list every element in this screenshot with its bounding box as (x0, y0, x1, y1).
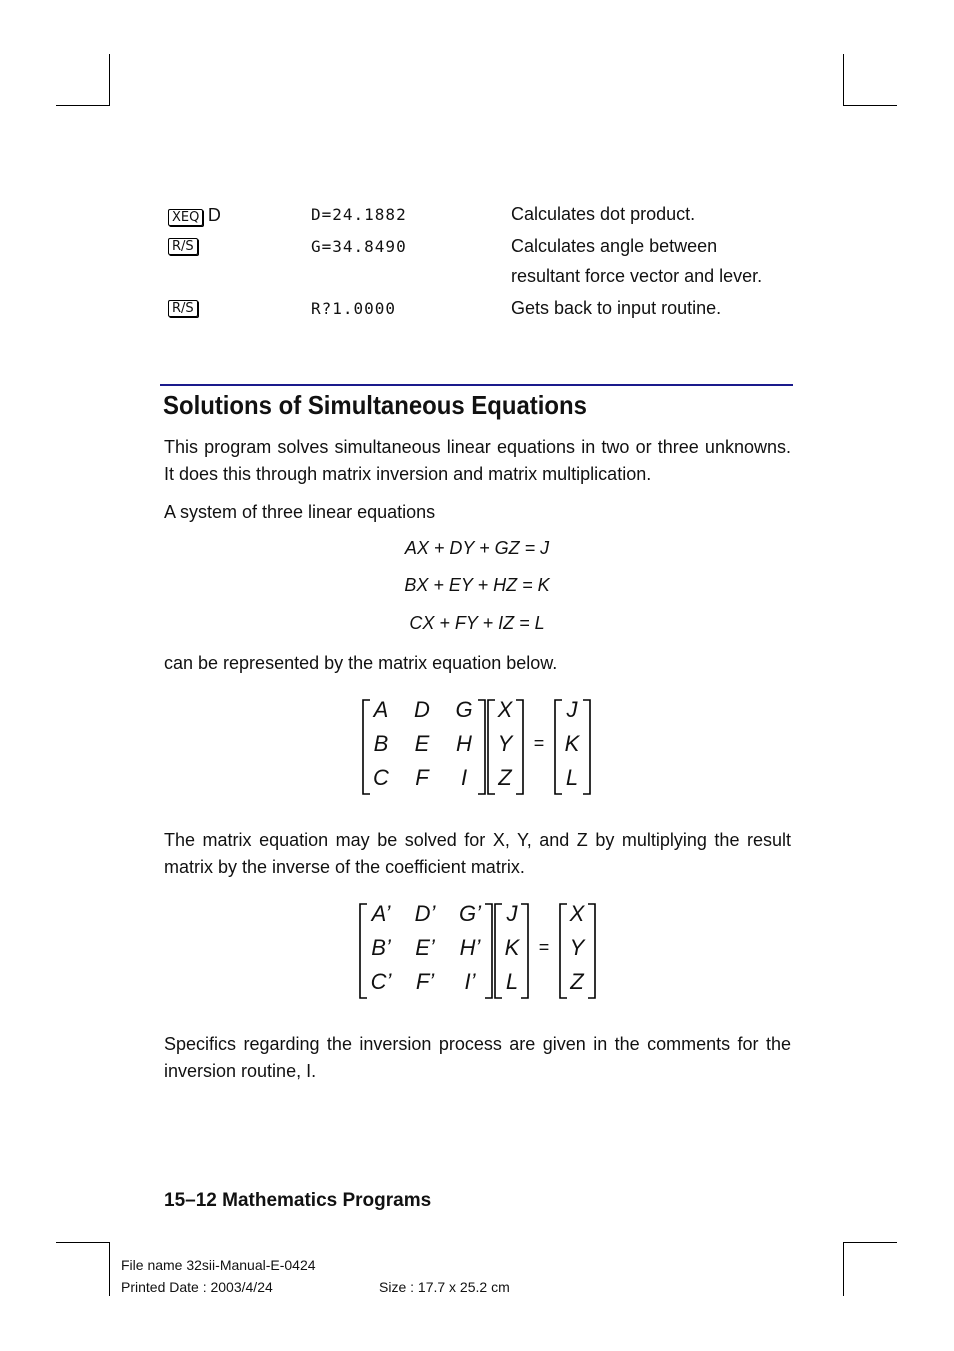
matrix-cell: I’ (464, 969, 476, 994)
matrix-cell: C (373, 765, 389, 790)
matrix-cell: L (565, 765, 579, 790)
crop-mark (109, 1242, 110, 1296)
matrix-cell: B’ (371, 935, 391, 960)
equation: CX + FY + IZ = L (409, 613, 545, 633)
key-row-1 (168, 205, 221, 226)
matrix-cell: H’ (459, 935, 481, 960)
equals-sign: = (533, 733, 545, 753)
crop-mark (843, 1242, 844, 1296)
crop-mark (843, 1242, 897, 1243)
section-title: Solutions of Simultaneous Equations (163, 390, 587, 420)
xeq-key-icon: XEQ (168, 209, 203, 226)
page-footer: 15–12 Mathematics Programs (164, 1190, 432, 1211)
intro-paragraph: This program solves simultaneous linear equations in two or three unknowns. It does this through matrix inversion and matrix multiplication. (164, 437, 791, 484)
crop-mark (56, 105, 110, 106)
matrix-cell: L (505, 969, 519, 994)
specifics-paragraph: Specifics regarding the inversion process are given in the comments for the inversion routine, I. (164, 1034, 791, 1081)
matrix-cell: D (414, 697, 430, 722)
file-name: File name 32sii-Manual-E-0424 (121, 1257, 316, 1273)
crop-mark (56, 1242, 110, 1243)
matrix-cell: K (504, 935, 520, 960)
matrix-cell: E (414, 731, 430, 756)
matrix-cell: B (373, 731, 389, 756)
crop-mark (843, 105, 897, 106)
description: Calculates dot product. (511, 204, 696, 224)
printed-date: Printed Date : 2003/4/24 (121, 1279, 273, 1295)
matrix-cell: F (415, 765, 429, 790)
key-row-2 (168, 237, 198, 255)
matrix-cell: Z (570, 969, 584, 994)
matrix-cell: X (497, 697, 513, 722)
display-value: D=24.1882 (311, 205, 407, 224)
matrix-cell: A’ (371, 901, 391, 926)
display-value: G=34.8490 (311, 237, 407, 256)
matrix-cell: D’ (414, 901, 436, 926)
matrix-cell: K (564, 731, 580, 756)
description: resultant force vector and lever. (511, 266, 763, 286)
matrix-cell: G (455, 697, 473, 722)
crop-mark (843, 54, 844, 106)
key-suffix: D (207, 205, 221, 225)
matrix-cell: J (566, 697, 578, 722)
equation: AX + DY + GZ = J (404, 538, 550, 558)
matrix-cell: H (456, 731, 472, 756)
run-stop-key-icon: R/S (168, 238, 198, 255)
key-row-3 (168, 299, 198, 317)
matrix-cell: X (569, 901, 585, 926)
description: Calculates angle between (511, 236, 718, 256)
matrix-cell: J (506, 901, 518, 926)
description: Gets back to input routine. (511, 298, 722, 318)
crop-mark (109, 54, 110, 106)
matrix-cell: E’ (415, 935, 435, 960)
equation: BX + EY + HZ = K (404, 575, 550, 595)
matrix-cell: G’ (459, 901, 481, 926)
section-rule (160, 384, 793, 386)
matrix-cell: A (373, 697, 389, 722)
matrix-cell: Y (569, 935, 585, 960)
print-size: Size : 17.7 x 25.2 cm (379, 1279, 510, 1295)
matrix-cell: F’ (415, 969, 435, 994)
system-intro: A system of three linear equations (164, 502, 436, 522)
display-value: R?1.0000 (311, 299, 397, 318)
matrix-cell: C’ (370, 969, 392, 994)
matrix-cell: Y (497, 731, 513, 756)
solve-paragraph: The matrix equation may be solved for X, Y, and Z by multiplying the result matrix by the inverse of the coefficient matrix. (164, 830, 791, 877)
matrix-cell: I (460, 765, 468, 790)
matrix-cell: Z (498, 765, 512, 790)
matrix-intro: can be represented by the matrix equation below. (164, 653, 558, 673)
equals-sign: = (538, 937, 550, 957)
run-stop-key-icon: R/S (168, 300, 198, 317)
